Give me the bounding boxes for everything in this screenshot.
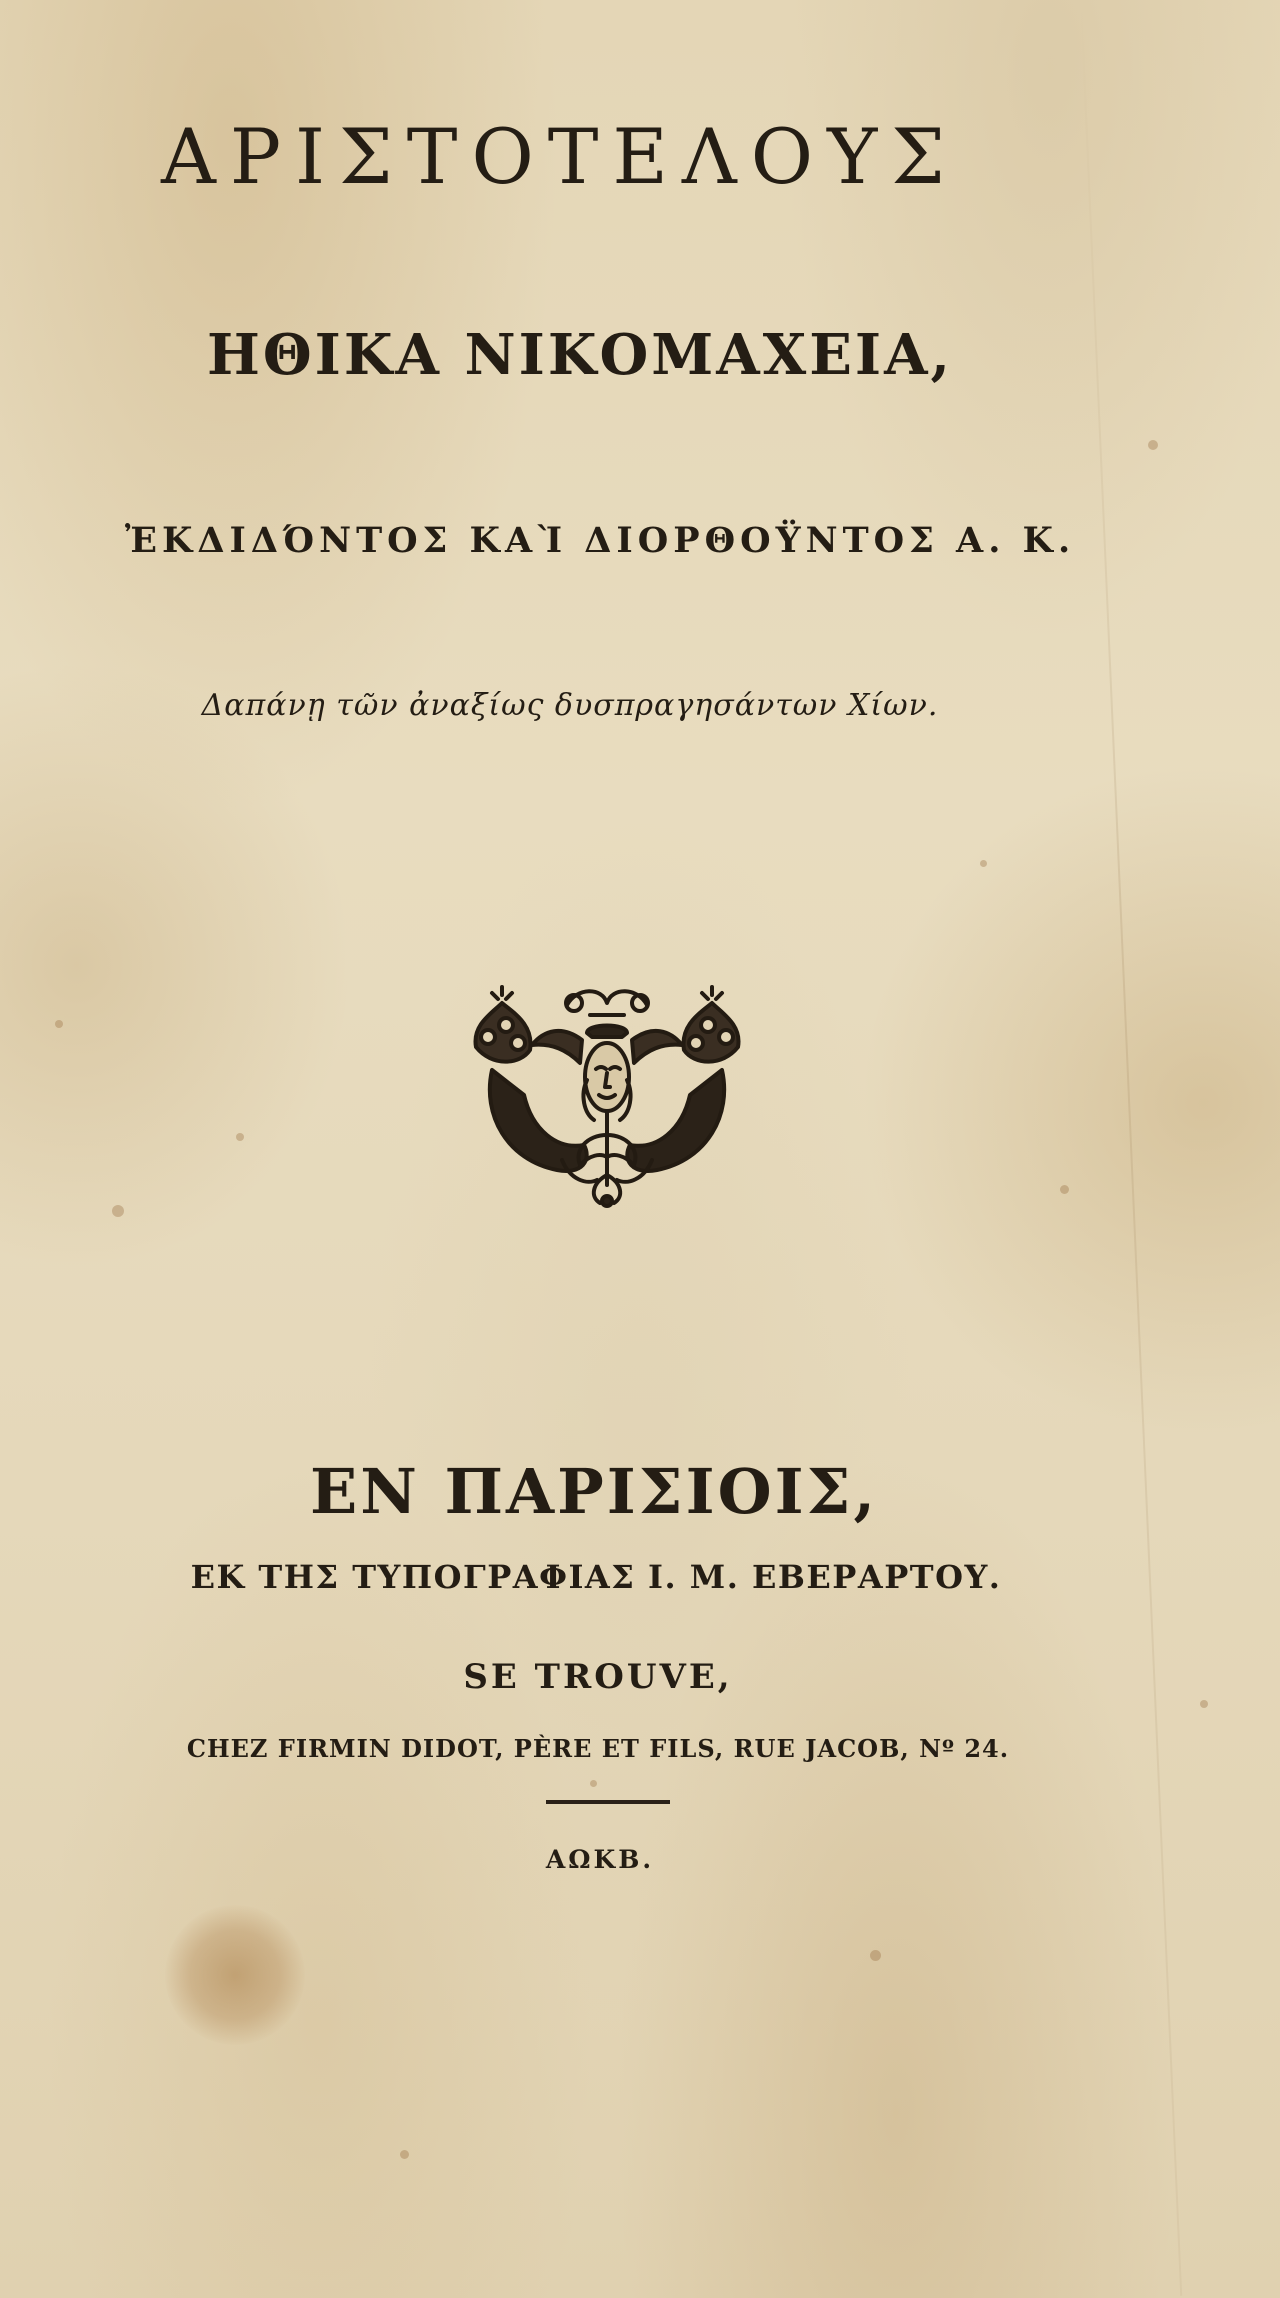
foxing-spot: [870, 1950, 881, 1961]
bookseller-line: CHEZ FIRMIN DIDOT, PÈRE ET FILS, RUE JACOB, Nº 24.: [186, 1734, 1010, 1763]
foxing-spot: [55, 1020, 63, 1028]
author-heading: ΑΡΙΣΤΟΤΕΛΟΥΣ: [160, 112, 960, 201]
foxing-spot: [1060, 1185, 1069, 1194]
cornucopia-mask-vignette-icon: [462, 985, 752, 1210]
divider-rule: [546, 1800, 670, 1804]
foxing-spot: [400, 2150, 409, 2159]
se-trouve-line: SE TROUVE,: [463, 1657, 733, 1697]
printer-line: ΕΚ ΤΗΣ ΤΥΠΟΓΡΑΦΙΑΣ Ι. Μ. ΕΒΕΡΑΡΤΟΥ.: [190, 1558, 1002, 1596]
foxing-spot: [112, 1205, 124, 1217]
foxing-spot: [1200, 1700, 1208, 1708]
sponsor-line: Δαπάνῃ τῶν ἀναξίως δυσπραγησάντων Χίων.: [201, 688, 939, 723]
foxing-spot: [1148, 440, 1158, 450]
place-line: ΕΝ ΠΑΡΙΣΙΟΙΣ,: [309, 1455, 879, 1528]
foxing-spot: [590, 1780, 597, 1787]
year-line: ΑΩΚΒ.: [545, 1845, 655, 1874]
foxing-spot: [236, 1133, 244, 1141]
editor-line: ἘΚΔΙΔΌΝΤΟΣ ΚΑῚ ΔΙΟΡΘΟΫΝΤΟΣ Α. Κ.: [124, 520, 1076, 561]
work-title: ΗΘΙΚΑ ΝΙΚΟΜΑΧΕΙΑ,: [206, 322, 954, 388]
water-stain: [165, 1905, 305, 2045]
foxing-spot: [980, 860, 987, 867]
